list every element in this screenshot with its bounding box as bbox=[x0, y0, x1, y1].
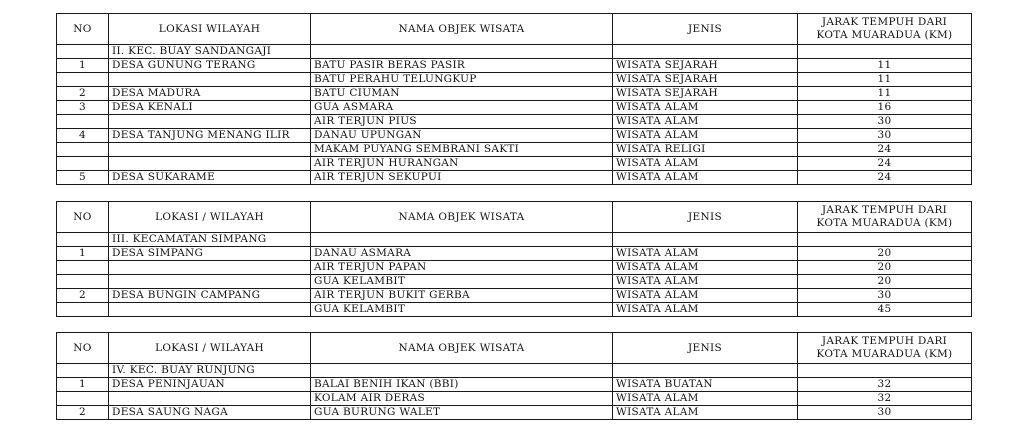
cell-location: DESA KENALI bbox=[109, 101, 311, 115]
cell-location: DESA PENINJAUAN bbox=[109, 378, 311, 392]
cell-type: WISATA ALAM bbox=[613, 303, 798, 317]
table-row bbox=[57, 73, 972, 87]
cell-object-name: AIR TERJUN PIUS bbox=[311, 115, 613, 129]
cell-no: 3 bbox=[57, 101, 109, 115]
cell-location bbox=[109, 275, 311, 289]
table-row bbox=[57, 101, 972, 115]
cell-location: DESA GUNUNG TERANG bbox=[109, 59, 311, 73]
section-row bbox=[57, 233, 972, 247]
cell-object-name: AIR TERJUN SEKUPUI bbox=[311, 171, 613, 185]
cell-no bbox=[57, 143, 109, 157]
cell-location: DESA SUKARAME bbox=[109, 171, 311, 185]
cell-no bbox=[57, 303, 109, 317]
cell-location: DESA SIMPANG bbox=[109, 247, 311, 261]
cell-no: 5 bbox=[57, 171, 109, 185]
cell-location: DESA MADURA bbox=[109, 87, 311, 101]
table-row bbox=[57, 87, 972, 101]
cell-object-name: BATU PERAHU TELUNGKUP bbox=[311, 73, 613, 87]
cell-object-name: KOLAM AIR DERAS bbox=[311, 392, 613, 406]
cell-object-name: BATU PASIR BERAS PASIR bbox=[311, 59, 613, 73]
cell-distance: 30 bbox=[798, 406, 972, 420]
cell-distance: 11 bbox=[798, 87, 972, 101]
table-header-row bbox=[57, 202, 972, 233]
cell-type: WISATA ALAM bbox=[613, 157, 798, 171]
cell-no bbox=[57, 261, 109, 275]
cell-type: WISATA ALAM bbox=[613, 247, 798, 261]
cell-distance: 30 bbox=[798, 289, 972, 303]
cell-type: WISATA ALAM bbox=[613, 129, 798, 143]
cell-distance: 11 bbox=[798, 59, 972, 73]
cell-object-name: DANAU ASMARA bbox=[311, 247, 613, 261]
cell-no bbox=[57, 275, 109, 289]
cell-location bbox=[109, 261, 311, 275]
cell-type: WISATA RELIGI bbox=[613, 143, 798, 157]
table-header-row bbox=[57, 14, 972, 45]
header-distance bbox=[798, 202, 972, 233]
cell-no: 1 bbox=[57, 59, 109, 73]
header-distance-line1: JARAK TEMPUH DARI bbox=[821, 334, 948, 347]
cell-location bbox=[109, 115, 311, 129]
header-distance-line1: JARAK TEMPUH DARI bbox=[821, 15, 948, 28]
cell-type: WISATA ALAM bbox=[613, 289, 798, 303]
cell-distance: 32 bbox=[798, 392, 972, 406]
section-row bbox=[57, 45, 972, 59]
header-type: JENIS bbox=[613, 333, 798, 364]
cell-type: WISATA ALAM bbox=[613, 406, 798, 420]
section-title: III. KECAMATAN SIMPANG bbox=[109, 233, 311, 247]
header-object: NAMA OBJEK WISATA bbox=[311, 333, 613, 364]
cell-object-name: GUA KELAMBIT bbox=[311, 275, 613, 289]
cell-object-name: AIR TERJUN HURANGAN bbox=[311, 157, 613, 171]
header-distance bbox=[798, 333, 972, 364]
header-object: NAMA OBJEK WISATA bbox=[311, 14, 613, 45]
cell-type: WISATA BUATAN bbox=[613, 378, 798, 392]
cell-location bbox=[109, 73, 311, 87]
header-distance-line2: KOTA MUARADUA (KM) bbox=[816, 217, 953, 229]
table-row bbox=[57, 129, 972, 143]
cell-distance: 20 bbox=[798, 275, 972, 289]
table-row bbox=[57, 115, 972, 129]
cell-object-name: MAKAM PUYANG SEMBRANI SAKTI bbox=[311, 143, 613, 157]
cell-distance: 30 bbox=[798, 129, 972, 143]
cell-distance: 24 bbox=[798, 157, 972, 171]
table-row bbox=[57, 406, 972, 420]
table-row bbox=[57, 157, 972, 171]
header-type: JENIS bbox=[613, 202, 798, 233]
cell-no bbox=[57, 392, 109, 406]
cell-object-name: DANAU UPUNGAN bbox=[311, 129, 613, 143]
section-row bbox=[57, 364, 972, 378]
cell-no: 2 bbox=[57, 406, 109, 420]
cell-no bbox=[57, 115, 109, 129]
tourism-table-buay-sandangaji bbox=[56, 13, 972, 185]
cell-object-name: GUA KELAMBIT bbox=[311, 303, 613, 317]
cell-location: DESA SAUNG NAGA bbox=[109, 406, 311, 420]
cell-distance: 20 bbox=[798, 261, 972, 275]
cell-object-name: GUA BURUNG WALET bbox=[311, 406, 613, 420]
cell-no bbox=[57, 73, 109, 87]
cell-no: 2 bbox=[57, 87, 109, 101]
header-location: LOKASI / WILAYAH bbox=[109, 202, 311, 233]
cell-type: WISATA ALAM bbox=[613, 261, 798, 275]
cell-type: WISATA SEJARAH bbox=[613, 87, 798, 101]
cell-no bbox=[57, 157, 109, 171]
cell-object-name: GUA ASMARA bbox=[311, 101, 613, 115]
cell-no: 2 bbox=[57, 289, 109, 303]
header-distance-line1: JARAK TEMPUH DARI bbox=[821, 203, 948, 216]
cell-distance: 20 bbox=[798, 247, 972, 261]
table-row bbox=[57, 392, 972, 406]
cell-no: 1 bbox=[57, 378, 109, 392]
cell-object-name: AIR TERJUN BUKIT GERBA bbox=[311, 289, 613, 303]
cell-type: WISATA ALAM bbox=[613, 115, 798, 129]
cell-object-name: BATU CIUMAN bbox=[311, 87, 613, 101]
cell-object-name: BALAI BENIH IKAN (BBI) bbox=[311, 378, 613, 392]
cell-type: WISATA ALAM bbox=[613, 392, 798, 406]
cell-distance: 16 bbox=[798, 101, 972, 115]
cell-distance: 32 bbox=[798, 378, 972, 392]
cell-type: WISATA ALAM bbox=[613, 171, 798, 185]
header-location: LOKASI WILAYAH bbox=[109, 14, 311, 45]
header-no: NO bbox=[57, 333, 109, 364]
cell-type: WISATA SEJARAH bbox=[613, 73, 798, 87]
table-row bbox=[57, 378, 972, 392]
table-header-row bbox=[57, 333, 972, 364]
cell-location bbox=[109, 303, 311, 317]
header-distance-line2: KOTA MUARADUA (KM) bbox=[816, 348, 953, 360]
cell-location bbox=[109, 143, 311, 157]
cell-location bbox=[109, 392, 311, 406]
table-row bbox=[57, 289, 972, 303]
cell-object-name: AIR TERJUN PAPAN bbox=[311, 261, 613, 275]
table-row bbox=[57, 275, 972, 289]
header-distance bbox=[798, 14, 972, 45]
header-distance-line2: KOTA MUARADUA (KM) bbox=[816, 29, 953, 41]
cell-distance: 24 bbox=[798, 171, 972, 185]
cell-location: DESA BUNGIN CAMPANG bbox=[109, 289, 311, 303]
header-location: LOKASI / WILAYAH bbox=[109, 333, 311, 364]
table-row bbox=[57, 247, 972, 261]
cell-no: 1 bbox=[57, 247, 109, 261]
table-row bbox=[57, 59, 972, 73]
cell-no: 4 bbox=[57, 129, 109, 143]
table-row bbox=[57, 143, 972, 157]
header-no: NO bbox=[57, 202, 109, 233]
header-type: JENIS bbox=[613, 14, 798, 45]
tourism-table-buay-runjung bbox=[56, 332, 972, 420]
cell-type: WISATA ALAM bbox=[613, 275, 798, 289]
section-title: II. KEC. BUAY SANDANGAJI bbox=[109, 45, 311, 59]
section-title: IV. KEC. BUAY RUNJUNG bbox=[109, 364, 311, 378]
table-row bbox=[57, 303, 972, 317]
table-row bbox=[57, 171, 972, 185]
table-row bbox=[57, 261, 972, 275]
cell-type: WISATA ALAM bbox=[613, 101, 798, 115]
cell-distance: 45 bbox=[798, 303, 972, 317]
cell-distance: 24 bbox=[798, 143, 972, 157]
cell-location bbox=[109, 157, 311, 171]
header-no: NO bbox=[57, 14, 109, 45]
tourism-table-simpang bbox=[56, 201, 972, 317]
cell-type: WISATA SEJARAH bbox=[613, 59, 798, 73]
cell-location: DESA TANJUNG MENANG ILIR bbox=[109, 129, 311, 143]
header-object: NAMA OBJEK WISATA bbox=[311, 202, 613, 233]
cell-distance: 30 bbox=[798, 115, 972, 129]
cell-distance: 11 bbox=[798, 73, 972, 87]
